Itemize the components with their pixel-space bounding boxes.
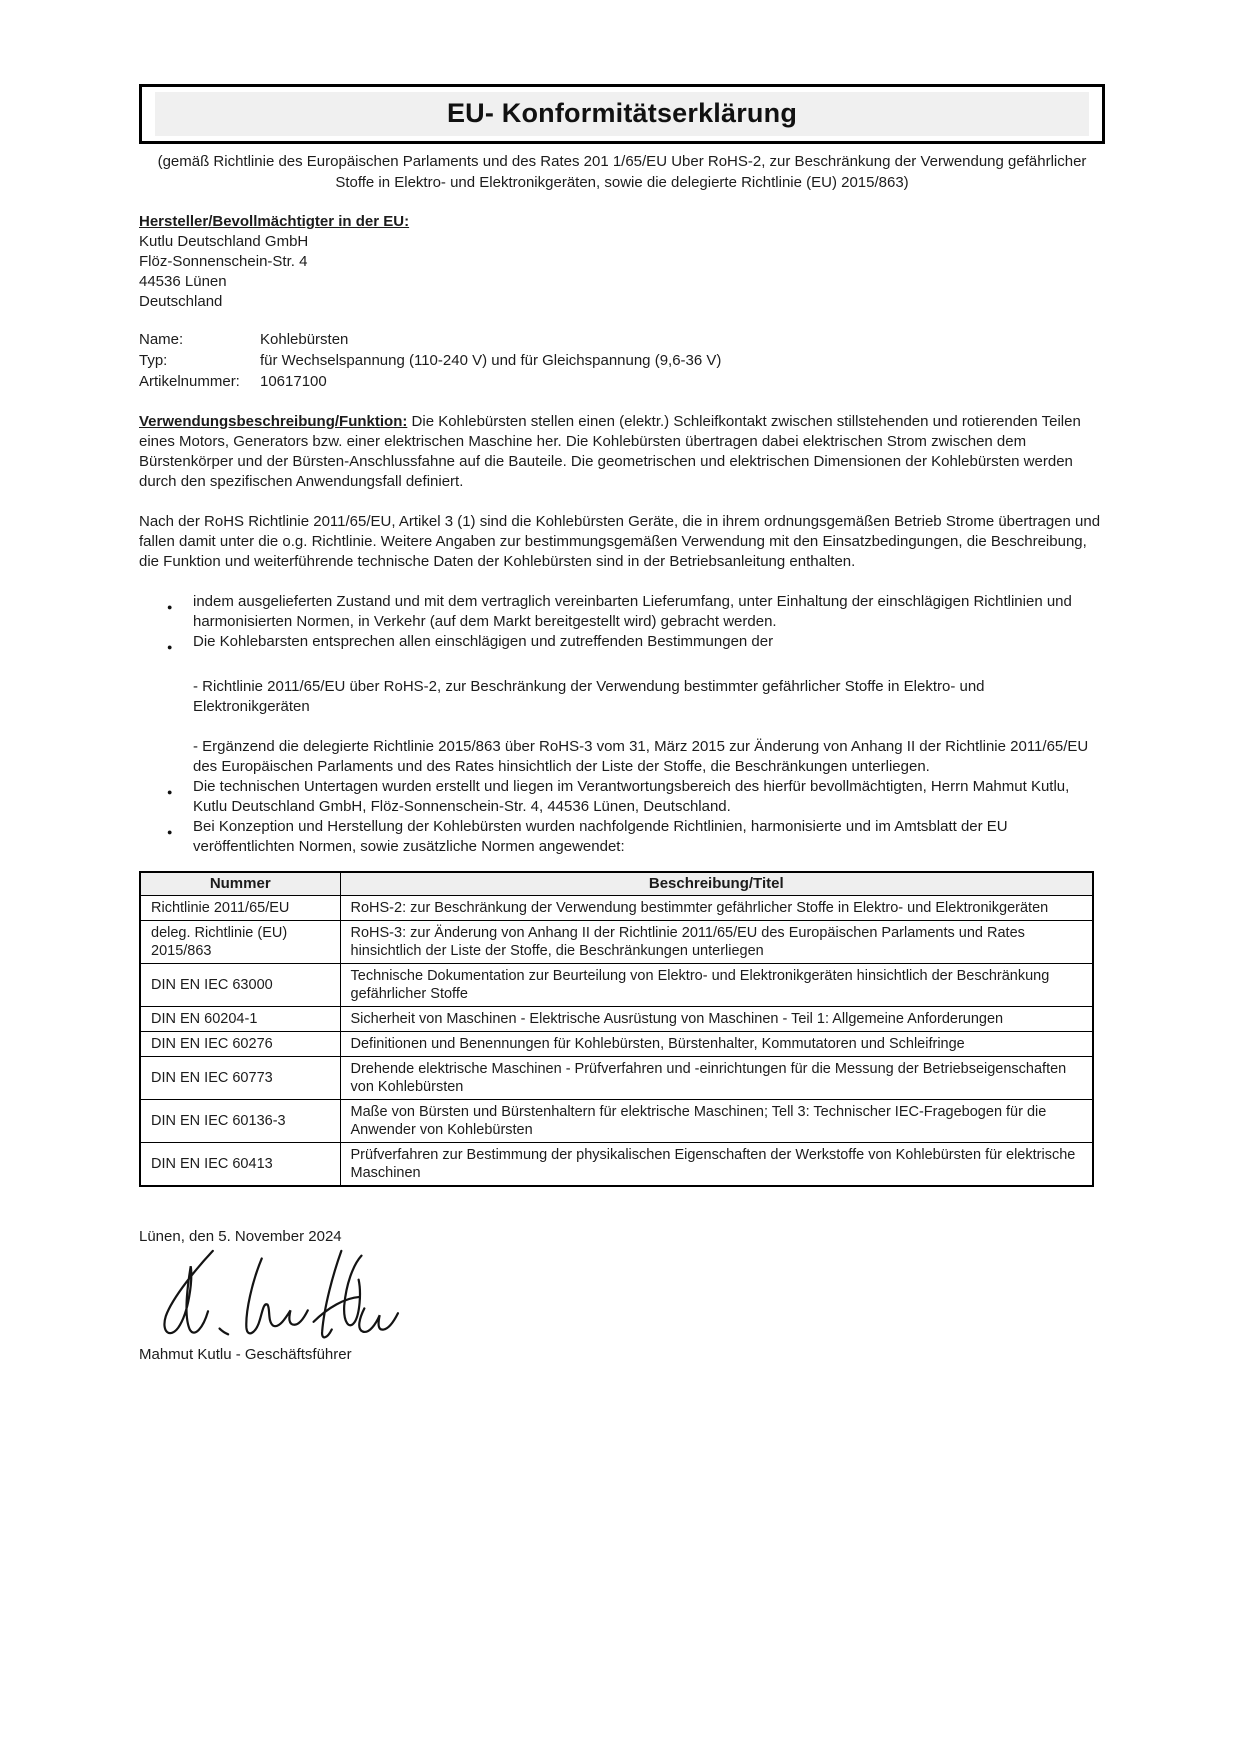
standard-number-cell: DIN EN IEC 60276 <box>140 1032 340 1057</box>
bullet-text: indem ausgelieferten Zustand und mit dem vertraglich vereinbarten Lieferumfang, unter Einhaltung der einschlägigen Richtlinien und harmonisierten Normen, in Verkehr (auf dem Markt bereitgestellt wird) gebracht werden. <box>193 593 1072 630</box>
standard-desc-cell: RoHS-2: zur Beschränkung der Verwendung bestimmter gefährlicher Stoffe in Elektro- und Elektronikgeräten <box>340 896 1093 921</box>
product-row-artikelnummer <box>139 371 1105 392</box>
standard-desc-cell: Sicherheit von Maschinen - Elektrische Ausrüstung von Maschinen - Teil 1: Allgemeine Anforderungen <box>340 1007 1093 1032</box>
title-box <box>139 84 1105 144</box>
list-subitem: - Richtlinie 2011/65/EU über RoHS-2, zur Beschränkung der Verwendung bestimmter gefährlicher Stoffe in Elektro- und Elektronikgeräten <box>193 678 985 715</box>
standard-desc-cell: Prüfverfahren zur Bestimmung der physikalischen Eigenschaften der Werkstoffe von Kohlebürsten für elektrische Maschinen <box>340 1143 1093 1187</box>
place-date: Lünen, den 5. November 2024 <box>139 1228 342 1245</box>
table-row <box>140 1032 1093 1057</box>
bullet-text: Die Kohlebarsten entsprechen allen einschlägigen und zutreffenden Bestimmungen der <box>193 633 774 650</box>
product-info <box>139 329 1105 392</box>
standard-desc-cell: Drehende elektrische Maschinen - Prüfverfahren und -einrichtungen für die Messung der Betriebseigenschaften von Kohlebürsten <box>340 1057 1093 1100</box>
standard-number-cell: DIN EN 60204-1 <box>140 1007 340 1032</box>
bullet-text: Bei Konzeption und Herstellung der Kohlebürsten wurden nachfolgende Richtlinien, harmonisierte und im Amtsblatt der EU veröffentlichten Normen, sowie zusätzliche Normen angewendet: <box>193 818 1008 855</box>
standard-desc-cell: RoHS-3: zur Änderung von Anhang II der Richtlinie 2011/65/EU des Europäischen Parlaments und Rates hinsichtlich der Liste der Stoffe, die Beschränkungen unterliegen <box>340 921 1093 964</box>
standard-number-cell: DIN EN IEC 60413 <box>140 1143 340 1187</box>
product-name-label: Name: <box>139 331 184 348</box>
product-row-typ <box>139 350 1105 371</box>
standard-desc-cell: Maße von Bürsten und Bürstenhaltern für elektrische Maschinen; Tell 3: Technischer IEC-Fragebogen für die Anwender von Kohlebürsten <box>340 1100 1093 1143</box>
column-header-nummer: Nummer <box>140 872 340 896</box>
standard-number-cell: Richtlinie 2011/65/EU <box>140 896 340 921</box>
table-row <box>140 921 1093 964</box>
address-line-country: Deutschland <box>139 293 223 310</box>
table-row <box>140 1100 1093 1143</box>
signatory-name: Mahmut Kutlu - Geschäftsführer <box>139 1346 352 1363</box>
bullet-icon: ● <box>167 642 173 652</box>
product-row-name <box>139 329 1105 350</box>
product-typ-value: für Wechselspannung (110-240 V) und für Gleichspannung (9,6-36 V) <box>260 352 722 369</box>
manufacturer-heading <box>139 212 1105 232</box>
usage-text: Die Kohlebürsten stellen einen (elektr.) Schleifkontakt zwischen stillstehenden und rotierenden Teilen eines Motors, Generators bzw. einer elektrischen Maschine her. Die Kohlebürsten übertragen dabei elektrischen Strom zwischen dem Bürstenkörper und der Bürsten-Anschlussfahne auf die Bauteile. Die geometrischen und elektrischen Dimensionen der Kohlebürsten werden durch den spezifischen Anwendungsfall definiert. <box>139 413 1081 490</box>
standard-desc-cell: Technische Dokumentation zur Beurteilung von Elektro- und Elektronikgeräten hinsichtlich der Beschränkung gefährlicher Stoffe <box>340 964 1093 1007</box>
bullet-icon: ● <box>167 787 173 797</box>
page-title: EU- Konformitätserklärung <box>446 98 798 128</box>
rohs-paragraph: Nach der RoHS Richtlinie 2011/65/EU, Artikel 3 (1) sind die Kohlebürsten Geräte, die in ihrem ordnungsgemäßen Betrieb Strome übertragen und fallen damit unter die o.g. Richtlinie. Weitere Angaben zur bestimmungsgemäßen Verwendung mit den Einsatzbedingungen, die Beschreibung, die Funktion und weiterführende technische Daten der Kohlebürsten sind in der Betriebsanleitung enthalten. <box>139 513 1101 570</box>
bullet-icon: ● <box>167 827 173 837</box>
bullet-icon: ● <box>167 602 173 612</box>
list-item <box>139 777 1105 817</box>
standard-number-cell: DIN EN IEC 63000 <box>140 964 340 1007</box>
subtitle: (gemäß Richtlinie des Europäischen Parlaments und des Rates 201 1/65/EU Uber RoHS-2, zur Beschränkung der Verwendung gefährlicher Stoffe in Elektro- und Elektronikgeräten, sowie die delegierte Richtlinie (EU) 2015/863) <box>157 153 1087 191</box>
address-line-street: Flöz-Sonnenschein-Str. 4 <box>139 253 308 270</box>
list-subitem: - Ergänzend die delegierte Richtlinie 2015/863 über RoHS-3 vom 31, März 2015 zur Änderung von Anhang II der Richtlinie 2011/65/EU des Europäischen Parlaments und des Rates hinsichtlich der Liste der Stoffe, die Beschränkungen unterliegen. <box>193 738 1089 775</box>
address-line-city: 44536 Lünen <box>139 273 227 290</box>
document-content <box>0 84 1241 1365</box>
manufacturer-address <box>139 232 1105 312</box>
list-item <box>139 632 1105 657</box>
standard-number-cell: DIN EN IEC 60136-3 <box>140 1100 340 1143</box>
table-row <box>140 896 1093 921</box>
table-row <box>140 1057 1093 1100</box>
standards-table <box>139 871 1094 1187</box>
table-header-row <box>140 872 1093 896</box>
product-artikelnummer-label: Artikelnummer: <box>139 373 240 390</box>
title-band <box>155 92 1089 136</box>
bullet-text: Die technischen Untertagen wurden erstellt und liegen im Verantwortungsbereich des hierfür bevollmächtigten, Herrn Mahmut Kutlu, Kutlu Deutschland GmbH, Flöz-Sonnenschein-Str. 4, 44536 Lünen, Deutschland. <box>193 778 1070 815</box>
product-typ-label: Typ: <box>139 352 168 369</box>
product-name-value: Kohlebürsten <box>260 331 349 348</box>
usage-heading: Verwendungsbeschreibung/Funktion: <box>139 413 408 430</box>
standard-desc-cell: Definitionen und Benennungen für Kohlebürsten, Bürstenhalter, Kommutatoren und Schleifringe <box>340 1032 1093 1057</box>
standard-number-cell: deleg. Richtlinie (EU) 2015/863 <box>140 921 340 964</box>
column-header-beschreibung: Beschreibung/Titel <box>340 872 1093 896</box>
table-row <box>140 1143 1093 1187</box>
manufacturer-heading-label: Hersteller/Bevollmächtigter in der EU: <box>139 213 410 230</box>
signature-image <box>153 1248 405 1342</box>
standard-number-cell: DIN EN IEC 60773 <box>140 1057 340 1100</box>
list-item <box>139 817 1105 857</box>
list-item <box>139 592 1105 632</box>
table-row <box>140 964 1093 1007</box>
table-row <box>140 1007 1093 1032</box>
conformity-bullet-list <box>139 592 1105 857</box>
usage-paragraph <box>139 412 1105 492</box>
address-line-company: Kutlu Deutschland GmbH <box>139 233 309 250</box>
product-artikelnummer-value: 10617100 <box>260 373 327 390</box>
